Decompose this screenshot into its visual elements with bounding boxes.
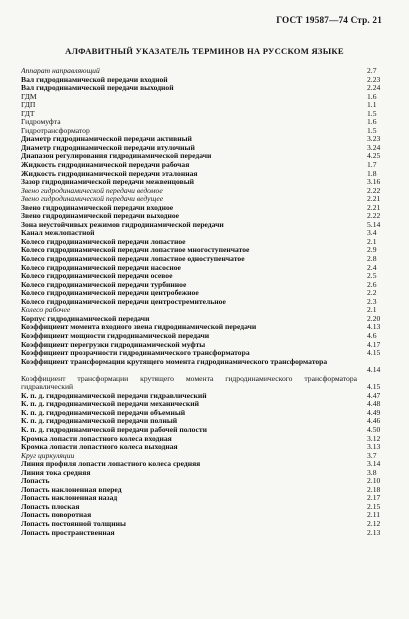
entry-ref: 2.13 bbox=[367, 527, 381, 537]
entry-term: Лопасть наклоненная назад bbox=[21, 494, 118, 503]
index-entry bbox=[21, 332, 395, 341]
index-entry bbox=[21, 323, 395, 332]
entry-ref: 4.6 bbox=[367, 330, 377, 340]
entry-ref: 2.1 bbox=[367, 305, 377, 315]
index-entry bbox=[21, 221, 395, 230]
entry-ref: 1.7 bbox=[367, 160, 377, 170]
entry-term: Колесо гидродинамической передачи центробежное bbox=[21, 289, 199, 298]
index-entry bbox=[21, 212, 395, 221]
entry-ref: 2.12 bbox=[367, 518, 381, 528]
entry-ref: 2.15 bbox=[367, 501, 381, 511]
entry-ref: 2.1 bbox=[367, 236, 377, 246]
index-entry bbox=[21, 238, 395, 247]
entry-term: Коэффициент трансформации крутящего момента гидродинамического трансформатора bbox=[21, 357, 328, 366]
entry-ref: 2.24 bbox=[367, 83, 381, 93]
entry-ref: 2.9 bbox=[367, 245, 377, 255]
index-entry bbox=[21, 435, 395, 444]
entry-term: Коэффициент прозрачности гидродинамического трансформатора bbox=[21, 349, 250, 358]
index-entry bbox=[21, 152, 395, 161]
entry-term: Корпус гидродинамической передачи bbox=[21, 314, 150, 323]
entry-ref: 2.21 bbox=[367, 194, 381, 204]
entry-ref: 4.15 bbox=[367, 348, 381, 358]
entry-term: Коэффициент момента входного звена гидродинамической передачи bbox=[21, 323, 257, 332]
entry-term: Зона неустойчивых режимов гидродинамической передачи bbox=[21, 220, 224, 229]
entry-term: К. п. д. гидродинамической передачи полный bbox=[21, 417, 178, 426]
entry-term: Лопасть постоянной толщины bbox=[21, 519, 126, 528]
entry-ref: 1.5 bbox=[367, 125, 377, 135]
entry-term: К. п. д. гидродинамической передачи механический bbox=[21, 400, 199, 409]
entry-term: К. п. д. гидродинамической передачи гидравлический bbox=[21, 391, 207, 400]
index-entry bbox=[21, 315, 395, 324]
entry-term: Звено гидродинамической передачи выходное bbox=[21, 212, 180, 221]
entry-ref: 2.18 bbox=[367, 484, 381, 494]
index-entry bbox=[21, 76, 395, 85]
index-entry bbox=[21, 494, 395, 503]
index-entry bbox=[21, 529, 395, 538]
entry-ref: 4.47 bbox=[367, 390, 381, 400]
index-entry bbox=[21, 306, 395, 315]
entry-ref: 4.13 bbox=[367, 322, 381, 332]
entry-term: Колесо гидродинамической передачи турбинное bbox=[21, 280, 187, 289]
entry-ref: 2.2 bbox=[367, 288, 377, 298]
entry-ref: 1.1 bbox=[367, 100, 377, 110]
index-entry bbox=[21, 272, 395, 281]
page-header: ГОСТ 19587—74 Стр. 21 bbox=[276, 15, 382, 25]
index-entry bbox=[21, 392, 395, 401]
entry-ref: 4.49 bbox=[367, 407, 381, 417]
index-entry bbox=[21, 178, 395, 187]
entry-term: К. п. д. гидродинамической передачи рабочей полости bbox=[21, 425, 207, 434]
index-entry bbox=[21, 426, 395, 435]
entry-ref: 3.13 bbox=[367, 442, 381, 452]
index-entry bbox=[21, 195, 395, 204]
entry-ref: 4.14 bbox=[367, 365, 381, 375]
entry-ref: 2.3 bbox=[367, 296, 377, 306]
index-entry bbox=[21, 417, 395, 426]
index-entry bbox=[21, 375, 395, 392]
entry-ref: 2.4 bbox=[367, 262, 377, 272]
entry-ref: 4.25 bbox=[367, 151, 381, 161]
entry-term: Линия профиля лопасти лопастного колеса средняя bbox=[21, 460, 201, 469]
entry-term: Линия тока средняя bbox=[21, 468, 91, 477]
index-entry bbox=[21, 135, 395, 144]
index-entry bbox=[21, 477, 395, 486]
index-entry bbox=[21, 452, 395, 461]
index-entry bbox=[21, 443, 395, 452]
index-entry bbox=[21, 93, 395, 102]
entry-ref: 2.23 bbox=[367, 74, 381, 84]
entry-ref: 4.15 bbox=[367, 382, 381, 392]
index-entry bbox=[21, 486, 395, 495]
index-entry bbox=[21, 84, 395, 93]
entry-term: Диаметр гидродинамической передачи активный bbox=[21, 135, 192, 144]
index-entry bbox=[21, 187, 395, 196]
entry-term: Коэффициент мощности гидродинамической передачи bbox=[21, 331, 210, 340]
entry-term: К. п. д. гидродинамической передачи объемный bbox=[21, 408, 186, 417]
entry-term: Круг циркуляции bbox=[21, 451, 75, 460]
entry-term: Лопасть плоская bbox=[21, 502, 80, 511]
entry-term: Кромка лопасти лопастного колеса выходная bbox=[21, 443, 178, 452]
index-entry bbox=[21, 520, 395, 529]
entry-term: Аппарат направляющий bbox=[21, 67, 100, 75]
entry-term: Зазор гидродинамической передачи межвенцовый bbox=[21, 178, 195, 187]
index-entry bbox=[21, 118, 395, 127]
entry-ref: 2.8 bbox=[367, 254, 377, 264]
entry-ref: 1.6 bbox=[367, 91, 377, 101]
index-entry bbox=[21, 298, 395, 307]
index-entry bbox=[21, 281, 395, 290]
entry-ref: 3.24 bbox=[367, 142, 381, 152]
entry-ref: 2.5 bbox=[367, 271, 377, 281]
entry-ref: 3.7 bbox=[367, 450, 377, 460]
entry-term: Вал гидродинамической передачи выходной bbox=[21, 84, 174, 93]
term-index-list bbox=[21, 67, 395, 537]
entry-ref: 1.8 bbox=[367, 168, 377, 178]
entry-term: Коэффициент перегрузки гидродинамической муфты bbox=[21, 340, 206, 349]
entry-term: Канал межлопастной bbox=[21, 229, 95, 238]
entry-term: Лопасть поворотная bbox=[21, 511, 92, 520]
entry-term: Колесо гидродинамической передачи лопастное многоступенчатое bbox=[21, 246, 250, 255]
entry-ref: 4.48 bbox=[367, 399, 381, 409]
page-title: АЛФАВИТНЫЙ УКАЗАТЕЛЬ ТЕРМИНОВ НА РУССКОМ ЯЗЫКЕ bbox=[65, 46, 344, 56]
entry-ref: 2.11 bbox=[367, 510, 381, 520]
entry-term: Лопасть bbox=[21, 477, 50, 486]
entry-ref: 2.20 bbox=[367, 313, 381, 323]
entry-ref: 4.17 bbox=[367, 339, 381, 349]
index-entry bbox=[21, 229, 395, 238]
entry-ref: 5.14 bbox=[367, 219, 381, 229]
entry-term: Колесо рабочее bbox=[21, 306, 71, 315]
entry-term: Колесо гидродинамической передачи центростремительное bbox=[21, 297, 226, 306]
index-entry bbox=[21, 400, 395, 409]
index-entry bbox=[21, 170, 395, 179]
index-entry bbox=[21, 511, 395, 520]
entry-term: Колесо гидродинамической передачи лопастное одноступенчатое bbox=[21, 255, 245, 264]
entry-term: ГДМ bbox=[21, 92, 37, 101]
entry-term: Диапазон регулирования гидродинамической передачи bbox=[21, 152, 212, 161]
index-entry bbox=[21, 469, 395, 478]
entry-ref: 2.6 bbox=[367, 279, 377, 289]
entry-ref: 2.17 bbox=[367, 493, 381, 503]
entry-term: ГДТ bbox=[21, 109, 35, 118]
entry-ref: 3.23 bbox=[367, 134, 381, 144]
index-entry bbox=[21, 264, 395, 273]
entry-term: Звено гидродинамической передачи ведущее bbox=[21, 195, 164, 204]
entry-ref: 3.14 bbox=[367, 459, 381, 469]
entry-ref: 2.21 bbox=[367, 202, 381, 212]
entry-term: Звено гидродинамической передачи входное bbox=[21, 203, 174, 212]
entry-ref: 3.16 bbox=[367, 177, 381, 187]
entry-ref: 1.6 bbox=[367, 117, 377, 127]
index-entry bbox=[21, 204, 395, 213]
index-entry bbox=[21, 101, 395, 110]
entry-term: Колесо гидродинамической передачи насосное bbox=[21, 263, 181, 272]
index-entry bbox=[21, 341, 395, 350]
entry-ref: 3.12 bbox=[367, 433, 381, 443]
index-entry bbox=[21, 460, 395, 469]
entry-term: Кромка лопасти лопастного колеса входная bbox=[21, 434, 172, 443]
entry-ref: 2.22 bbox=[367, 211, 381, 221]
entry-term: Коэффициент трансформации крутящего момента гидродинамического трансформатора гидравлический bbox=[21, 374, 357, 392]
entry-term: Жидкость гидродинамической передачи рабочая bbox=[21, 161, 190, 170]
index-entry bbox=[21, 67, 395, 76]
index-entry bbox=[21, 127, 395, 136]
entry-ref: 2.22 bbox=[367, 185, 381, 195]
entry-term: Диаметр гидродинамической передачи втулочный bbox=[21, 143, 195, 152]
entry-term: Вал гидродинамической передачи входной bbox=[21, 75, 168, 84]
entry-term: Звено гидродинамической передачи ведомое bbox=[21, 186, 163, 195]
entry-term: Лопасть наклоненная вперед bbox=[21, 485, 122, 494]
entry-term: Лопасть пространственная bbox=[21, 528, 115, 537]
entry-term: Жидкость гидродинамической передачи эталонная bbox=[21, 169, 198, 178]
index-entry bbox=[21, 255, 395, 264]
index-entry bbox=[21, 144, 395, 153]
index-entry bbox=[21, 246, 395, 255]
entry-ref: 3.8 bbox=[367, 467, 377, 477]
entry-term: Гидротрансформатор bbox=[21, 126, 90, 135]
index-entry bbox=[21, 110, 395, 119]
entry-ref: 4.46 bbox=[367, 416, 381, 426]
entry-ref: 2.7 bbox=[367, 66, 377, 75]
entry-ref: 1.5 bbox=[367, 108, 377, 118]
entry-ref: 4.50 bbox=[367, 424, 381, 434]
entry-term: Колесо гидродинамической передачи осевое bbox=[21, 272, 173, 281]
index-entry bbox=[21, 161, 395, 170]
index-entry bbox=[21, 289, 395, 298]
entry-term: Гидромуфта bbox=[21, 118, 61, 127]
index-entry bbox=[21, 409, 395, 418]
entry-term: Колесо гидродинамической передачи лопастное bbox=[21, 237, 186, 246]
index-entry bbox=[21, 503, 395, 512]
index-entry bbox=[21, 349, 395, 358]
entry-ref: 2.10 bbox=[367, 476, 381, 486]
entry-ref: 3.4 bbox=[367, 228, 377, 238]
entry-term: ГДП bbox=[21, 101, 36, 110]
index-entry bbox=[21, 358, 395, 375]
